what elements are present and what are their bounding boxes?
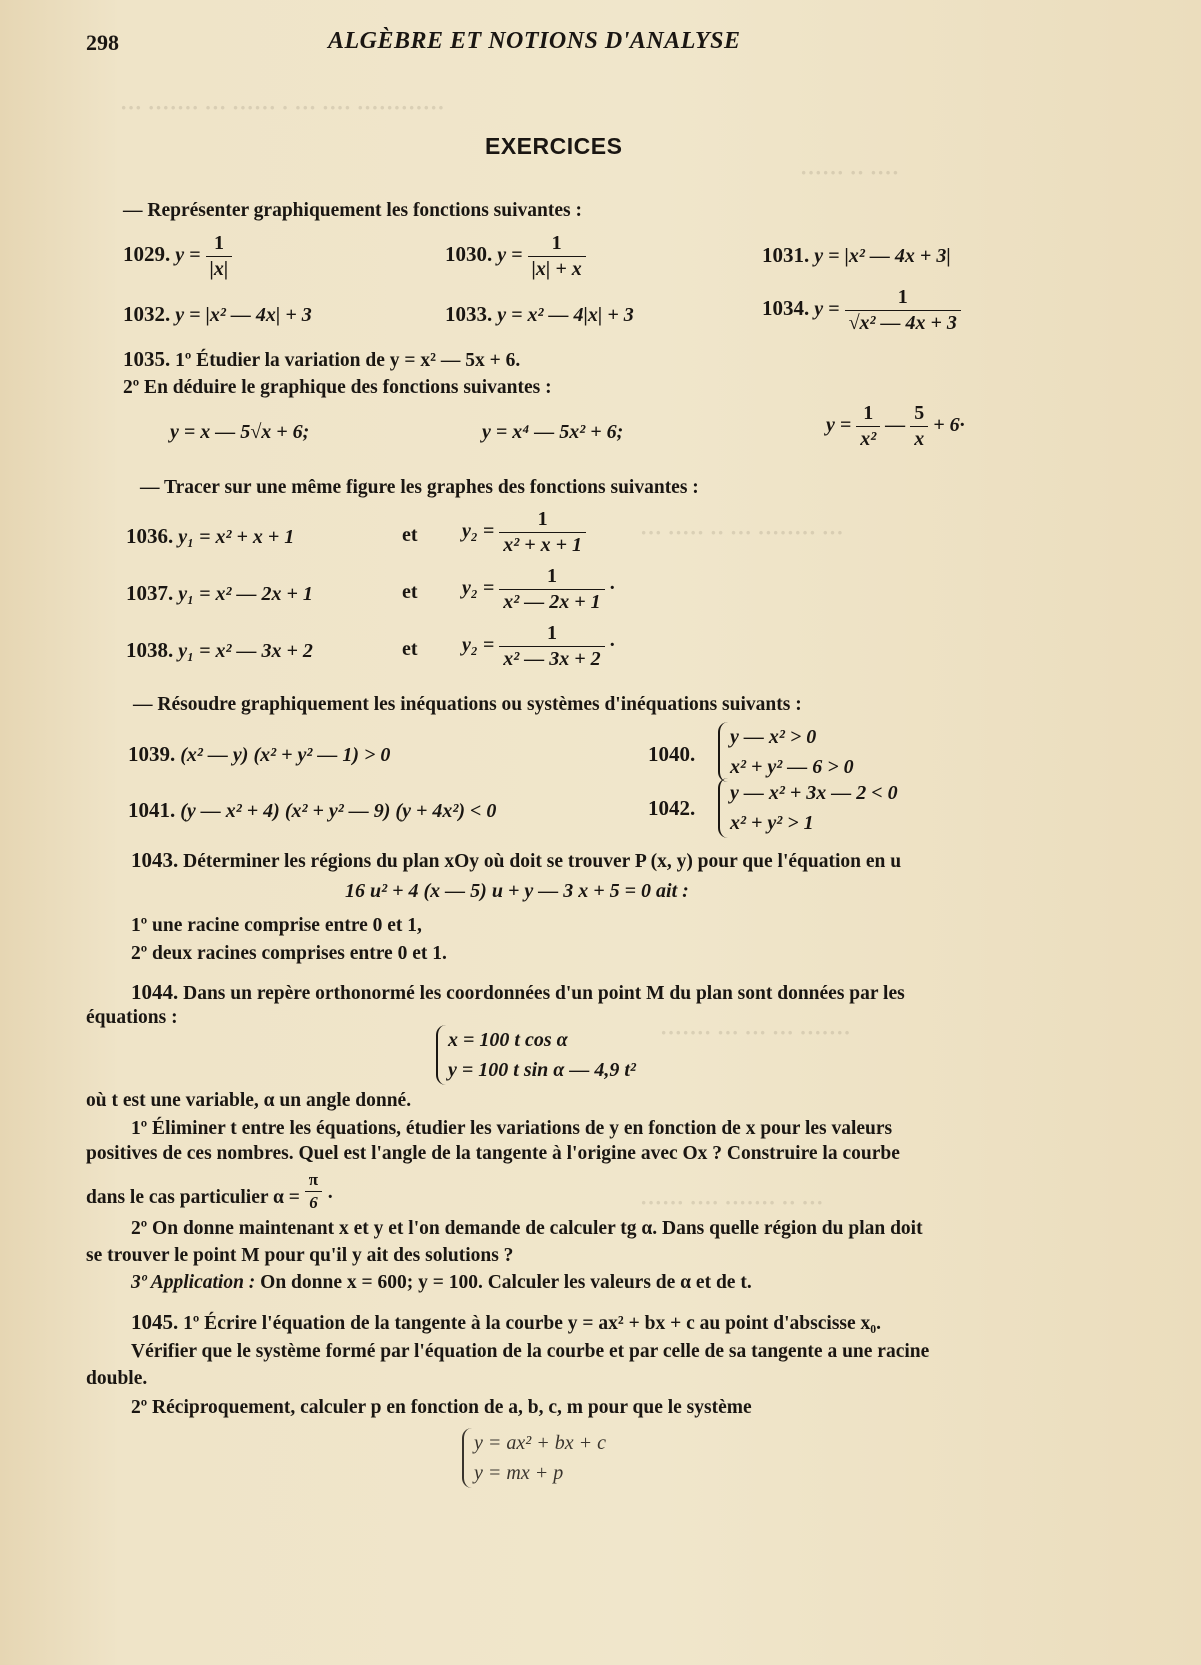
equation-lhs: y₂ =: [462, 634, 495, 657]
exercise-number: 1038.: [126, 638, 174, 662]
conjunction: et: [402, 524, 418, 546]
question-1-line-1: 1º Éliminer t entre les équations, étudier les variations de y en fonction de x pour les valeurs: [131, 1118, 893, 1139]
instruction-text: — Tracer sur une même figure les graphes des fonctions suivantes :: [140, 477, 699, 498]
exercise-number: 1029.: [123, 242, 171, 267]
exercise-number: 1042.: [648, 796, 696, 820]
condition-1: 1º une racine comprise entre 0 et 1,: [131, 915, 422, 936]
fraction: [856, 402, 880, 451]
numerator: 1: [845, 286, 961, 311]
denominator: x² — 2x + 1: [503, 591, 601, 613]
bleed-through-text: ······ ···· ······· ·· ···: [640, 1190, 824, 1215]
exercise-1030: [445, 232, 586, 281]
system-line-2: x² + y² > 1: [730, 812, 814, 834]
denominator: x²: [860, 428, 877, 450]
conjunction: et: [402, 638, 418, 660]
bleed-through-text: ··· ······· ··· ······ · ··· ···· ············: [120, 95, 445, 120]
denominator: |x|: [209, 258, 229, 280]
denominator-sqrt: √x² — 4x + 3: [848, 312, 957, 334]
exercise-number: 1039.: [128, 742, 176, 766]
exercise-text-continued: double.: [86, 1368, 148, 1389]
exercise-number: 1034.: [762, 296, 810, 321]
system-brace: [436, 1025, 636, 1085]
exercise-1041: [128, 798, 496, 823]
function-2: y = x⁴ — 5x² + 6;: [482, 421, 624, 443]
exercise-1038-y2: [462, 622, 615, 671]
exercise-1031: [762, 243, 951, 268]
equation-lhs: y =: [814, 298, 840, 321]
function-1: y = x — 5√x + 6;: [170, 421, 310, 443]
exercise-1042-system: [718, 778, 898, 838]
operator: —: [885, 414, 906, 437]
system-brace: [718, 722, 854, 782]
exercise-1045: [131, 1310, 881, 1335]
inequation: (y — x² + 4) (x² + y² — 9) (y + 4x²) < 0: [180, 800, 497, 822]
exercise-1039: [128, 742, 390, 767]
system-line-1: y = ax² + bx + c: [474, 1432, 606, 1454]
denominator: x² + x + 1: [503, 534, 583, 556]
numerator: 1: [528, 232, 586, 257]
question-1-line-2: positives de ces nombres. Quel est l'angle de la tangente à l'origine avec Ox ? Construire la courbe: [86, 1143, 900, 1164]
fraction: [910, 402, 928, 451]
fraction: [206, 232, 233, 281]
numerator: 1: [856, 402, 880, 427]
equation-system: [462, 1428, 606, 1488]
bleed-through-text: ······· ··· ··· ··· ·······: [660, 1020, 851, 1045]
exercise-number: 1035.: [123, 347, 171, 371]
equation: y₁ = x² — 3x + 2: [178, 640, 313, 662]
exercise-1040-system: [718, 722, 854, 782]
exercise-text: Vérifier que le système formé par l'équation de la courbe et par celle de sa tangente a une racine: [131, 1341, 930, 1362]
function-3: [826, 402, 965, 451]
bleed-through-text: ··· ····· ·· ··· ········ ···: [640, 520, 844, 545]
question-label: 3º Application :: [131, 1272, 256, 1293]
equation-lhs: y₂ =: [462, 520, 495, 543]
fraction: [499, 622, 604, 671]
exercise-number: 1044.: [131, 980, 179, 1004]
equation-tail: + 6·: [933, 414, 965, 437]
system-line-1: y — x² > 0: [730, 726, 817, 748]
exercise-1034: [762, 286, 961, 335]
exercise-1035: [123, 347, 520, 372]
equation-tail: ·: [609, 577, 615, 600]
denominator: x² — 3x + 2: [503, 648, 601, 670]
question-2-line-1: 2º On donne maintenant x et y et l'on demande de calculer tg α. Dans quelle région du plan doit: [131, 1218, 923, 1239]
fraction: [845, 286, 961, 335]
exercise-1033: [445, 302, 634, 327]
equation-lhs: y =: [175, 244, 201, 267]
fraction: [499, 508, 586, 557]
exercise-text-continued: équations :: [86, 1007, 178, 1028]
denominator: |x| + x: [531, 258, 582, 280]
exercise-number: 1031.: [762, 243, 810, 267]
question-text: On donne x = 600; y = 100. Calculer les valeurs de α et de t.: [260, 1272, 752, 1293]
numerator: 1: [499, 508, 586, 533]
equation: y₁ = x² — 2x + 1: [178, 583, 313, 605]
question-text: dans le cas particulier α =: [86, 1187, 300, 1208]
system-line-1: y — x² + 3x — 2 < 0: [730, 782, 898, 804]
denominator: x: [914, 428, 925, 450]
fraction: [305, 1170, 322, 1213]
system-line-2: y = 100 t sin α — 4,9 t²: [448, 1059, 636, 1081]
exercise-number: 1043.: [131, 848, 179, 872]
numerator: 1: [499, 565, 604, 590]
equation-lhs: y =: [497, 244, 523, 267]
exercise-number: 1030.: [445, 242, 493, 267]
equation-tail: ·: [327, 1187, 334, 1208]
instruction-text: — Représenter graphiquement les fonctions suivantes :: [123, 200, 582, 221]
inequation: (x² — y) (x² + y² — 1) > 0: [180, 744, 391, 766]
exercise-number: 1032.: [123, 302, 171, 326]
running-title: ALGÈBRE ET NOTIONS D'ANALYSE: [328, 28, 741, 54]
fraction: [528, 232, 586, 281]
equation-system: [436, 1025, 636, 1085]
equation: y₁ = x² + x + 1: [178, 526, 295, 548]
bleed-through-text: ······ ·· ····: [800, 160, 900, 185]
exercise-1037-y1: [126, 581, 313, 606]
exercise-1038-y1: [126, 638, 313, 663]
exercise-1042-number: [648, 796, 695, 821]
exercise-number: 1040.: [648, 742, 696, 766]
question-1-line-3: [86, 1170, 334, 1213]
system-brace: [718, 778, 898, 838]
exercise-1035-part2: 2º En déduire le graphique des fonctions suivantes :: [123, 377, 552, 398]
question-2-line-2: se trouver le point M pour qu'il y ait des solutions ?: [86, 1245, 514, 1266]
exercise-text: Déterminer les régions du plan xOy où doit se trouver P (x, y) pour que l'équation en u: [183, 851, 902, 872]
exercise-text: 2º Réciproquement, calculer p en fonction de a, b, c, m pour que le système: [131, 1397, 752, 1418]
exercise-1029: [123, 232, 232, 281]
exercise-1043: [131, 848, 901, 873]
equation-lhs: y =: [826, 414, 852, 437]
numerator: π: [305, 1170, 322, 1192]
numerator: 5: [910, 402, 928, 427]
exercise-1036-y2: [462, 508, 586, 557]
equation-lhs: y₂ =: [462, 577, 495, 600]
exercise-text: 1º Écrire l'équation de la tangente à la courbe y = ax² + bx + c au point d'abscisse x₀.: [183, 1313, 881, 1334]
exercise-number: 1036.: [126, 524, 174, 548]
numerator: 1: [499, 622, 604, 647]
exercise-text: où t est une variable, α un angle donné.: [86, 1090, 412, 1111]
question-3: [131, 1272, 752, 1294]
conjunction: et: [402, 581, 418, 603]
exercise-1037-y2: [462, 565, 615, 614]
equation: 16 u² + 4 (x — 5) u + y — 3 x + 5 = 0 ait :: [345, 880, 689, 902]
system-line-2: y = mx + p: [474, 1462, 564, 1484]
exercise-1036-y1: [126, 524, 294, 549]
exercise-1044: [131, 980, 905, 1005]
equation-tail: ·: [609, 634, 615, 657]
page-number: 298: [86, 30, 119, 55]
exercise-text: Dans un repère orthonormé les coordonnées d'un point M du plan sont données par les: [183, 983, 905, 1004]
fraction: [499, 565, 604, 614]
denominator: 6: [309, 1193, 318, 1212]
exercise-number: 1033.: [445, 302, 493, 326]
exercise-1032: [123, 302, 312, 327]
equation: y = x² — 4|x| + 3: [497, 304, 634, 326]
exercise-number: 1041.: [128, 798, 176, 822]
exercise-1040-number: [648, 742, 695, 767]
numerator: 1: [206, 232, 233, 257]
system-line-2: x² + y² — 6 > 0: [730, 756, 854, 778]
condition-2: 2º deux racines comprises entre 0 et 1.: [131, 943, 447, 964]
exercise-text: 1º Étudier la variation de y = x² — 5x + 6.: [175, 350, 521, 371]
exercise-number: 1045.: [131, 1310, 179, 1334]
exercise-number: 1037.: [126, 581, 174, 605]
system-brace: [462, 1428, 606, 1488]
section-title: EXERCICES: [485, 133, 623, 159]
equation: y = |x² — 4x| + 3: [175, 304, 312, 326]
equation: y = |x² — 4x + 3|: [814, 245, 951, 267]
instruction-text: — Résoudre graphiquement les inéquations ou systèmes d'inéquations suivants :: [133, 694, 802, 715]
system-line-1: x = 100 t cos α: [448, 1029, 568, 1051]
